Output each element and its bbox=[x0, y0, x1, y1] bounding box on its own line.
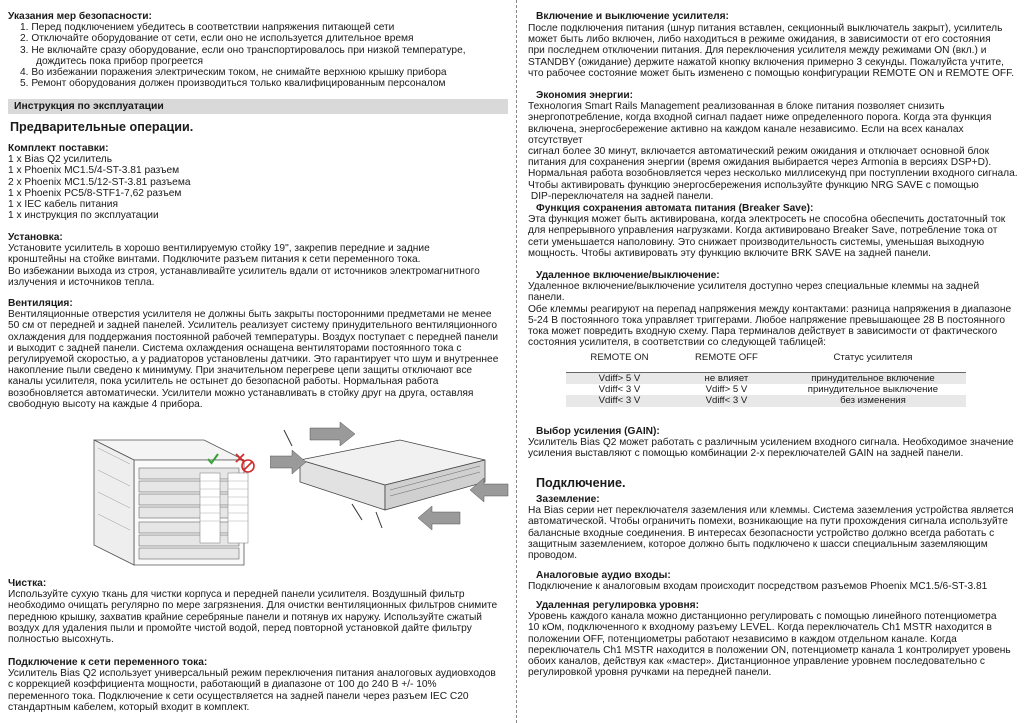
ac-section bbox=[8, 657, 510, 713]
left-column bbox=[8, 0, 510, 723]
safety-item: 1. Перед подключением убедитесь в соответствии напряжения питающей сети bbox=[20, 22, 395, 34]
ground-heading: Заземление: bbox=[536, 494, 600, 505]
install-line: Во избежании выхода из строя, устанавливайте усилитель вдали от источников электромагнитного bbox=[8, 265, 480, 277]
table-cell: без изменения bbox=[780, 395, 966, 406]
energy-line: питания для сохранения энергии (время ожидания выбирается через Armonia в версиях DSP+D). bbox=[528, 157, 992, 169]
energy-line: включена, энергосбережение активно на каждом канале независимо. Если на всех каналах отсутствует bbox=[528, 123, 964, 146]
safety-item: 4. Во избежании поражения электрическим током, не снимайте верхнюю крышку прибора bbox=[20, 67, 447, 79]
ac-line: Усилитель Bias Q2 использует универсальный режим переключения питания аналоговых аудиовходов bbox=[8, 668, 496, 680]
install-section bbox=[8, 232, 510, 288]
breaker-line: для непрерывного управления нагрузками. Когда активировано Breaker Save, потребление тока от bbox=[528, 225, 998, 237]
table-cell: принудительное включение bbox=[780, 373, 966, 385]
safety-item: 2. Отключайте оборудование от сети, если оно не используется длительное время bbox=[20, 33, 414, 45]
ventilation-line: и выходит с задней панели. Система охлаждения оснащена вентиляторами постоянного тока с bbox=[8, 342, 462, 354]
table-cell: Vdiff< 3 V bbox=[566, 395, 673, 406]
kit-item: 1 x инструкция по эксплуатации bbox=[8, 210, 159, 222]
check-icon bbox=[206, 452, 220, 466]
table-cell: принудительное выключение bbox=[807, 384, 939, 396]
cleaning-line: воздух для удаления пыли и промойте чистой водой, перед повторной установкой дайте фильтру bbox=[8, 622, 472, 634]
safety-heading: Указания мер безопасности: bbox=[8, 11, 152, 22]
remote-line: 5-24 В постоянного тока управляет триггерами. Любое напряжение превышающее 28 В постоянного bbox=[528, 314, 1005, 326]
table-header: REMOTE ON bbox=[566, 344, 673, 373]
level-line: 10 кОм, подключенного к входному разъему LEVEL. Когда переключатель Ch1 MSTR находится в bbox=[528, 622, 992, 634]
kit-section bbox=[8, 143, 510, 221]
level-section bbox=[528, 600, 1018, 678]
power-line: при последнем отключении питания. Для переключения усилителя между режимами ON (вкл.) и bbox=[528, 45, 987, 57]
table-row bbox=[566, 373, 966, 385]
remote-line: состояния усилителя, в соответствии со следующей таблицей: bbox=[528, 337, 827, 349]
remote-line: Удаленное включение/выключение усилителя доступно через специальные клеммы на задней панели. bbox=[528, 281, 980, 304]
arrow-icon bbox=[418, 506, 460, 530]
power-line: После подключения питания (шнур питания вставлен, секционный выключатель закрыт), усилитель bbox=[528, 23, 1003, 34]
remote-line: тока может повредить входную схему. Пара терминалов действует в зависимости от фактического bbox=[528, 326, 998, 338]
analog-section bbox=[528, 570, 1018, 592]
cleaning-line: необходимо очищать регулярно по мере загрязнения. Для очистки вентиляционных фильтров снимите bbox=[8, 600, 498, 612]
cleaning-section bbox=[8, 578, 510, 645]
level-line: положении OFF, потенциометры работают независимо в каждом отдельном канале. Когда bbox=[528, 633, 957, 645]
remote-section bbox=[528, 270, 1018, 348]
ventilation-section bbox=[8, 298, 510, 410]
cleaning-line: полностью высохнуть. bbox=[8, 634, 114, 646]
level-line: переключатель Ch1 MSTR находится в положении ON, потенциометр канала 1 контролирует уровень bbox=[528, 644, 1011, 656]
power-line: что рабочее состояние может быть изменено с помощью конфигурации REMOTE ON и REMOTE OFF. bbox=[528, 67, 1015, 79]
power-line: STANDBY (ожидание) держите нажатой кнопку включения примерно 3 секунды. Пожалуйста учтите, bbox=[528, 56, 1004, 68]
remote-line: Обе клеммы реагируют на перепад напряжения между контактами: разница напряжения в диапазоне bbox=[528, 303, 1012, 315]
connection-heading: Подключение. bbox=[536, 476, 626, 490]
right-column bbox=[528, 0, 1018, 723]
remote-status-table bbox=[566, 344, 966, 407]
ventilation-line: свободную высоту на каждые 4 прибора. bbox=[8, 398, 203, 410]
forbidden-icon bbox=[234, 452, 256, 474]
power-heading: Включение и выключение усилителя: bbox=[536, 11, 729, 22]
level-heading: Удаленная регулировка уровня: bbox=[536, 600, 700, 611]
kit-heading: Комплект поставки: bbox=[8, 143, 109, 154]
gain-line: Усилитель Bias Q2 может работать с различным усилением входного сигнала. Необходимое значение bbox=[528, 437, 1014, 449]
energy-heading: Экономия энергии: bbox=[536, 90, 634, 101]
level-line: обоих каналов, действуя как «мастер». Дистанционное управление уровнем последовательно с bbox=[528, 656, 985, 668]
ventilation-line: накопление пыли сведено к минимуму. При значительном перегреве цепи защиты отключают все bbox=[8, 365, 473, 377]
amplifier-airflow-illustration bbox=[270, 420, 510, 535]
install-line: кронштейны на стойке винтами. Подключите разъем питания к сети переменного тока. bbox=[8, 254, 421, 266]
gain-section bbox=[528, 426, 1018, 460]
table-header: Статус усилителя bbox=[780, 344, 966, 373]
energy-line: DIP-переключателя на задней панели. bbox=[528, 190, 714, 202]
kit-item: 2 x Phoenix MC1.5/12-ST-3.81 разъема bbox=[8, 176, 191, 188]
table-row bbox=[566, 384, 966, 395]
energy-line: Нормальная работа возобновляется через несколько миллисекунд при поступлении входного сигнала. bbox=[528, 168, 1018, 180]
breaker-section bbox=[528, 203, 1018, 259]
table-cell: Vdiff< 3 V bbox=[598, 384, 641, 396]
kit-item: 1 x IEC кабель питания bbox=[8, 199, 118, 211]
cleaning-heading: Чистка: bbox=[8, 578, 47, 589]
safety-list bbox=[8, 22, 510, 89]
energy-line: Технология Smart Rails Management реализованная в блоке питания позволяет снизить bbox=[528, 101, 945, 113]
install-heading: Установка: bbox=[8, 232, 63, 243]
ground-line: защитным заземлением, которое должно быть подключено к шасси специальным заземляющим bbox=[528, 538, 988, 550]
cleaning-line: Используйте сухую ткань для чистки корпуса и передней панели усилителя. Воздушный фильтр bbox=[8, 589, 465, 601]
ventilation-heading: Вентиляция: bbox=[8, 298, 73, 309]
ac-line: стандартным кабелем, который входит в комплект. bbox=[8, 701, 250, 713]
safety-item: 3. Не включайте сразу оборудование, если оно транспортировалось при низкой температуре, bbox=[20, 44, 466, 56]
safety-item-continuation: дождитесь пока прибор прогреется bbox=[36, 55, 204, 67]
table-header: REMOTE OFF bbox=[673, 344, 780, 373]
table-cell: Vdiff< 3 V bbox=[673, 395, 780, 406]
ground-section bbox=[528, 494, 1018, 561]
power-section bbox=[536, 11, 1020, 22]
ventilation-line: возобновляется автоматически. Усилители можно устанавливать в стойку друг на друга, оставляя bbox=[8, 387, 474, 399]
remote-heading: Удаленное включение/выключение: bbox=[536, 270, 720, 281]
ac-line: переменного тока. Подключение к сети осуществляется на задней панели через разъем IEC C20 bbox=[8, 690, 469, 702]
table-cell: Vdiff> 5 V bbox=[566, 373, 673, 385]
preliminary-heading: Предварительные операции. bbox=[10, 120, 194, 134]
install-line: излучения и источников тепла. bbox=[8, 276, 155, 288]
ground-line: балансные входные соединения. В интересах безопасности устройство должно всегда работать с bbox=[528, 527, 995, 539]
level-line: Уровень каждого канала можно дистанционно регулировать с помощью линейного потенциометра bbox=[528, 611, 997, 623]
breaker-line: мощность. Чтобы активировать эту функцию включите BRK SAVE на задней панели. bbox=[528, 247, 931, 259]
table-header-row bbox=[566, 344, 966, 373]
ground-line: На Bias серии нет переключателя заземления или клеммы. Система заземления устройства является bbox=[528, 505, 1014, 517]
breaker-heading: Функция сохранения автомата питания (Breaker Save): bbox=[536, 203, 814, 214]
column-divider bbox=[516, 0, 517, 723]
ventilation-line: охлаждения для поддержания постоянной рабочей температуры. Воздух поступает с передней панели bbox=[8, 331, 499, 343]
table-cell: Vdiff> 5 V bbox=[705, 384, 748, 396]
install-line: Установите усилитель в хорошо вентилируемую стойку 19", закрепив передние и задние bbox=[8, 243, 430, 255]
ground-line: проводом. bbox=[528, 550, 578, 562]
arrow-icon bbox=[310, 422, 355, 446]
kit-item: 1 x Phoenix PC5/8-STF1-7,62 разъем bbox=[8, 187, 182, 199]
breaker-line: сети уменьшается наполовину. Это снижает производительность системы, уменьшая выходную bbox=[528, 236, 985, 248]
ventilation-line: 50 см от передней и задней панелей. Усилитель реализует систему принудительного вентиляционного bbox=[8, 320, 498, 332]
table-cell: не влияет bbox=[673, 373, 780, 385]
analog-heading: Аналоговые аудио входы: bbox=[536, 570, 671, 581]
safety-section bbox=[8, 11, 510, 89]
kit-item: 1 x Bias Q2 усилитель bbox=[8, 154, 113, 166]
breaker-line: Эта функция может быть активирована, когда электросеть не способна обеспечить достаточный ток bbox=[528, 214, 1006, 226]
energy-section bbox=[528, 90, 1018, 202]
level-line: регулировкой уровня ручками на передней панели. bbox=[528, 667, 772, 679]
ac-line: с коррекцией коэффициента мощности, работающий в диапазоне от 100 до 240 В +/- 10% bbox=[8, 679, 437, 691]
energy-line: сигнал более 30 минут, включается автоматический режим ожидания и отключает основной блок bbox=[528, 146, 990, 158]
power-line: может быть либо включен, либо находиться в режиме ожидания, в зависимости от его состояния bbox=[528, 34, 991, 46]
gain-heading: Выбор усиления (GAIN): bbox=[536, 426, 660, 437]
table-row bbox=[566, 395, 966, 406]
energy-line: энергопотребление, когда входной сигнал падает ниже определенного порога. Когда эта функция bbox=[528, 112, 992, 124]
energy-line: Чтобы активировать функцию энергосбережения используйте функцию NRG SAVE с помощью bbox=[528, 179, 979, 191]
kit-item: 1 x Phoenix MC1.5/4-ST-3.81 разъем bbox=[8, 165, 180, 177]
instructions-band: Инструкция по эксплуатации bbox=[8, 99, 508, 114]
ventilation-line: Вентиляционные отверстия усилителя не должны быть закрыты посторонними предметами не менее bbox=[8, 309, 492, 321]
analog-line: Подключение к аналоговым входам происходит посредством разъемов Phoenix MC1.5/6-ST-3.81 bbox=[528, 581, 988, 593]
ventilation-line: каналы усилителя, пока усилитель не остынет до безопасной работы. Нормальная работа bbox=[8, 376, 439, 388]
ac-heading: Подключение к сети переменного тока: bbox=[8, 657, 208, 668]
safety-item: 5. Ремонт оборудования должен производиться только квалифицированным персоналом bbox=[20, 78, 446, 90]
ground-line: автоматической. Чтобы ограничить помехи, возникающие на пути прохождения сигнала используйте bbox=[528, 516, 1008, 528]
ventilation-line: регулируемой скоростью, а у радиаторов установлены датчики. Это гарантирует что шум и внутреннее bbox=[8, 354, 499, 366]
cleaning-line: переднюю крышку, захватив крайние серебряные панели и потянув их наружу. Используйте сжатый bbox=[8, 611, 482, 623]
gain-line: усиления выставляют с помощью комбинации 2-х переключателей GAIN на задней панели. bbox=[528, 448, 964, 460]
